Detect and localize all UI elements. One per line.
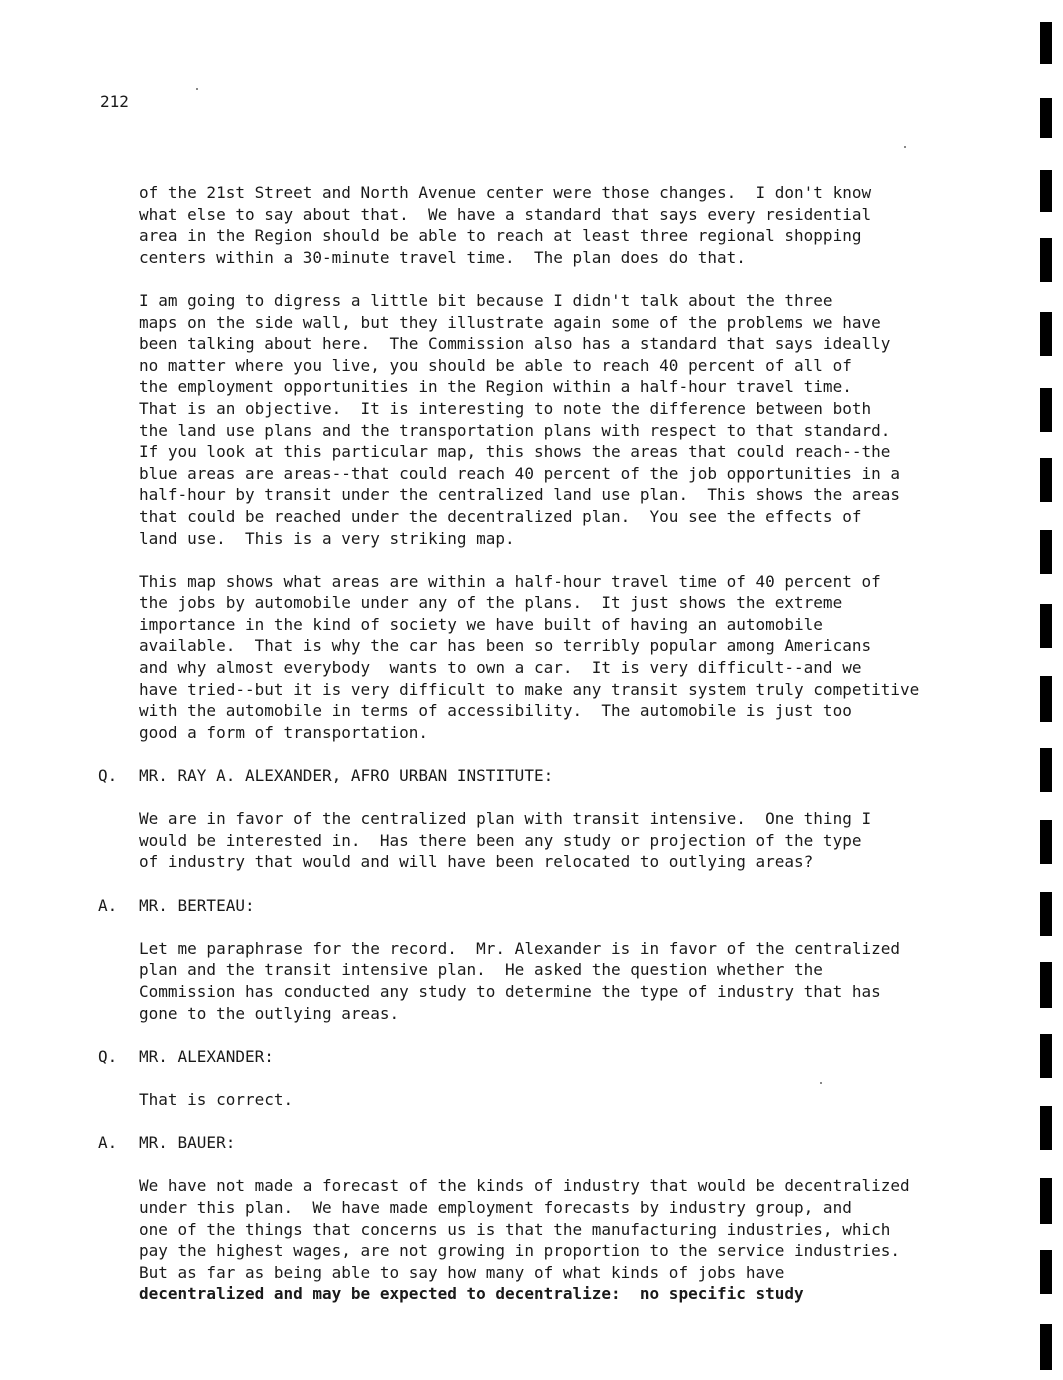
speaker-line	[98, 765, 1003, 787]
scan-mark	[1040, 820, 1052, 864]
speaker-statement: That is correct.	[139, 1089, 294, 1109]
scan-mark	[1040, 676, 1052, 722]
speaker-line	[98, 895, 1003, 917]
scan-mark	[1040, 892, 1052, 936]
scan-mark	[1040, 388, 1052, 432]
scan-edge-marks	[1040, 0, 1054, 1380]
qa-marker: A.	[98, 895, 118, 915]
speaker-name: MR. RAY A. ALEXANDER, AFRO URBAN INSTITUTE:	[139, 766, 554, 786]
paragraph: This map shows what areas are within a half-hour travel time of 40 percent of the jobs by automobile under any of the plans. It just shows the extreme importance in the kind of society we have built of having an automobile available. That is why the car has been so terribly popular among Americans and why almost everybody wants to own a car. It is very difficult--and we have tried--but it is very difficult to make any transit system truly competitive with the automobile in terms of accessibility. The automobile is just too good a form of transportation.	[139, 571, 920, 742]
scan-mark	[1040, 748, 1052, 792]
scan-mark	[1040, 1106, 1052, 1150]
speaker-statement: We are in favor of the centralized plan with transit intensive. One thing I would be interested in. Has there been any study or projection of the type of industry that would and will have been relocated to outlying areas?	[139, 809, 872, 872]
scan-mark	[1040, 1324, 1052, 1370]
scan-mark	[1040, 170, 1052, 212]
scan-mark	[1040, 1034, 1052, 1078]
paragraph: I am going to digress a little bit because I didn't talk about the three maps on the side wall, but they illustrate again some of the problems we have been talking about here. The Commission also has a standard that says ideally no matter where you live, you should be able to reach 40 percent of all of the employment opportunities in the Region within a half-hour travel time. That is an objective. It is interesting to note the difference between both the land use plans and the transportation plans with respect to that standard. If you look at this particular map, this shows the areas that could reach--the blue areas are areas--that could reach 40 percent of the job opportunities in a half-hour by transit under the centralized land use plan. This shows the areas that could be reached under the decentralized plan. You see the effects of land use. This is a very striking map.	[139, 290, 900, 548]
speaker-name: MR. ALEXANDER:	[139, 1046, 274, 1066]
scan-mark	[1040, 98, 1052, 138]
scan-mark	[1040, 604, 1052, 648]
scan-speck	[196, 88, 198, 90]
scan-mark	[1040, 1250, 1052, 1294]
scan-mark	[1040, 238, 1052, 282]
page-number: 212	[100, 92, 129, 111]
qa-marker: Q.	[98, 1046, 118, 1066]
scan-mark	[1040, 1178, 1052, 1224]
scan-speck	[904, 146, 906, 148]
speaker-name: MR. BAUER:	[139, 1133, 236, 1153]
scan-speck	[820, 1082, 822, 1084]
speaker-line	[98, 1132, 1003, 1154]
qa-marker: Q.	[98, 766, 118, 786]
scan-mark	[1040, 458, 1052, 502]
speaker-statement: Let me paraphrase for the record. Mr. Alexander is in favor of the centralized plan and the transit intensive plan. He asked the question whether the Commission has conducted any study to determine the type of industry that has gone to the outlying areas.	[139, 938, 900, 1023]
scan-mark	[1040, 962, 1052, 1008]
transcript-body	[98, 182, 1003, 1326]
speaker-line	[98, 1046, 1003, 1068]
paragraph: of the 21st Street and North Avenue center were those changes. I don't know what else to say about that. We have a standard that says every residential area in the Region should be able to reach at least three regional shopping centers within a 30-minute travel time. The plan does do that.	[139, 183, 872, 267]
qa-marker: A.	[98, 1133, 118, 1153]
scan-mark	[1040, 22, 1052, 64]
speaker-name: MR. BERTEAU:	[139, 895, 255, 915]
scan-mark	[1040, 530, 1052, 574]
speaker-statement: We have not made a forecast of the kinds of industry that would be decentralized under this plan. We have made employment forecasts by industry group, and one of the things that concerns us is that the manufacturing industries, which pay the highest wages, are not growing in proportion to the service industries. But as far as being able to say how many of what kinds of jobs have decentralized and may be expected to decentralize: no specific study	[139, 1176, 910, 1304]
scan-mark	[1040, 312, 1052, 356]
